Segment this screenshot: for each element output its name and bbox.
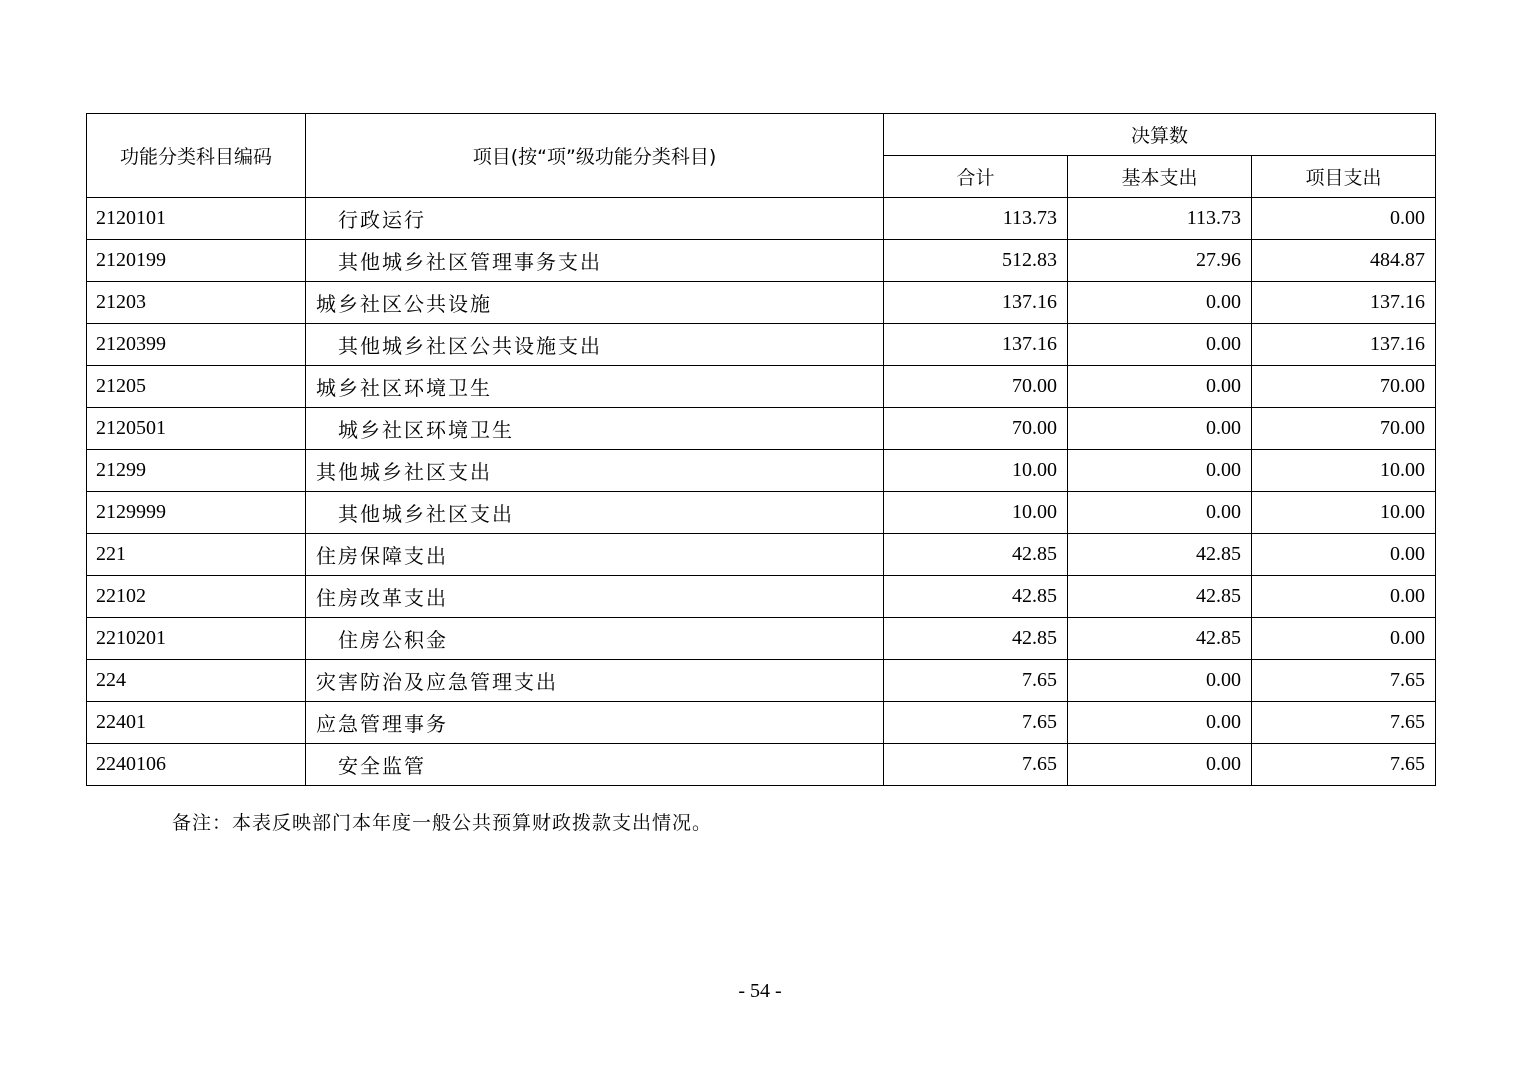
row-code: 2120501 (87, 408, 306, 450)
table-row (87, 702, 1436, 744)
row-basic: 0.00 (1068, 324, 1252, 366)
row-name: 住房改革支出 (306, 576, 884, 618)
row-name: 城乡社区环境卫生 (306, 366, 884, 408)
row-code: 2240106 (87, 744, 306, 786)
row-total: 70.00 (884, 408, 1068, 450)
table-row (87, 240, 1436, 282)
row-project: 70.00 (1252, 366, 1436, 408)
table-header (87, 114, 1436, 198)
row-code: 2120101 (87, 198, 306, 240)
header-project: 项目支出 (1252, 156, 1436, 198)
row-total: 10.00 (884, 492, 1068, 534)
row-basic: 42.85 (1068, 534, 1252, 576)
row-basic: 0.00 (1068, 660, 1252, 702)
row-basic: 113.73 (1068, 198, 1252, 240)
row-project: 0.00 (1252, 618, 1436, 660)
row-code: 221 (87, 534, 306, 576)
row-basic: 0.00 (1068, 702, 1252, 744)
table-row (87, 450, 1436, 492)
row-basic: 0.00 (1068, 744, 1252, 786)
row-project: 70.00 (1252, 408, 1436, 450)
table-row (87, 366, 1436, 408)
row-project: 7.65 (1252, 702, 1436, 744)
header-group: 决算数 (884, 114, 1436, 156)
table-row (87, 492, 1436, 534)
row-project: 10.00 (1252, 450, 1436, 492)
row-name: 城乡社区公共设施 (306, 282, 884, 324)
row-code: 22401 (87, 702, 306, 744)
row-basic: 42.85 (1068, 576, 1252, 618)
row-name: 城乡社区环境卫生 (306, 408, 884, 450)
row-basic: 27.96 (1068, 240, 1252, 282)
table-note: 备注：本表反映部门本年度一般公共预算财政拨款支出情况。 (172, 812, 713, 834)
row-name: 住房保障支出 (306, 534, 884, 576)
row-code: 21299 (87, 450, 306, 492)
row-project: 484.87 (1252, 240, 1436, 282)
row-code: 21205 (87, 366, 306, 408)
row-name: 住房公积金 (306, 618, 884, 660)
header-item: 项目(按“项”级功能分类科目) (306, 114, 884, 198)
table-body (87, 198, 1436, 786)
row-project: 137.16 (1252, 324, 1436, 366)
table-row (87, 408, 1436, 450)
row-basic: 0.00 (1068, 450, 1252, 492)
row-code: 2120199 (87, 240, 306, 282)
row-code: 224 (87, 660, 306, 702)
row-total: 42.85 (884, 618, 1068, 660)
row-basic: 0.00 (1068, 282, 1252, 324)
row-name: 安全监管 (306, 744, 884, 786)
row-total: 70.00 (884, 366, 1068, 408)
row-total: 7.65 (884, 702, 1068, 744)
row-total: 512.83 (884, 240, 1068, 282)
row-project: 7.65 (1252, 660, 1436, 702)
row-project: 0.00 (1252, 534, 1436, 576)
row-code: 21203 (87, 282, 306, 324)
table-row (87, 576, 1436, 618)
row-basic: 0.00 (1068, 366, 1252, 408)
header-total: 合计 (884, 156, 1068, 198)
row-project: 0.00 (1252, 198, 1436, 240)
table-row (87, 534, 1436, 576)
row-total: 7.65 (884, 660, 1068, 702)
row-name: 应急管理事务 (306, 702, 884, 744)
row-name: 灾害防治及应急管理支出 (306, 660, 884, 702)
row-total: 137.16 (884, 282, 1068, 324)
table-row (87, 282, 1436, 324)
row-total: 42.85 (884, 576, 1068, 618)
header-code: 功能分类科目编码 (87, 114, 306, 198)
header-basic: 基本支出 (1068, 156, 1252, 198)
row-basic: 42.85 (1068, 618, 1252, 660)
page-number: - 54 - (738, 980, 782, 1002)
row-name: 其他城乡社区支出 (306, 492, 884, 534)
table-row (87, 618, 1436, 660)
row-code: 2129999 (87, 492, 306, 534)
table-row (87, 744, 1436, 786)
row-name: 行政运行 (306, 198, 884, 240)
row-total: 113.73 (884, 198, 1068, 240)
table-row (87, 198, 1436, 240)
table-row (87, 660, 1436, 702)
row-code: 2210201 (87, 618, 306, 660)
row-total: 42.85 (884, 534, 1068, 576)
row-total: 10.00 (884, 450, 1068, 492)
row-code: 22102 (87, 576, 306, 618)
row-project: 137.16 (1252, 282, 1436, 324)
row-project: 10.00 (1252, 492, 1436, 534)
row-name: 其他城乡社区管理事务支出 (306, 240, 884, 282)
row-name: 其他城乡社区支出 (306, 450, 884, 492)
row-code: 2120399 (87, 324, 306, 366)
table-row (87, 324, 1436, 366)
row-total: 7.65 (884, 744, 1068, 786)
row-basic: 0.00 (1068, 408, 1252, 450)
row-basic: 0.00 (1068, 492, 1252, 534)
row-name: 其他城乡社区公共设施支出 (306, 324, 884, 366)
row-total: 137.16 (884, 324, 1068, 366)
row-project: 0.00 (1252, 576, 1436, 618)
row-project: 7.65 (1252, 744, 1436, 786)
budget-table (86, 113, 1436, 786)
